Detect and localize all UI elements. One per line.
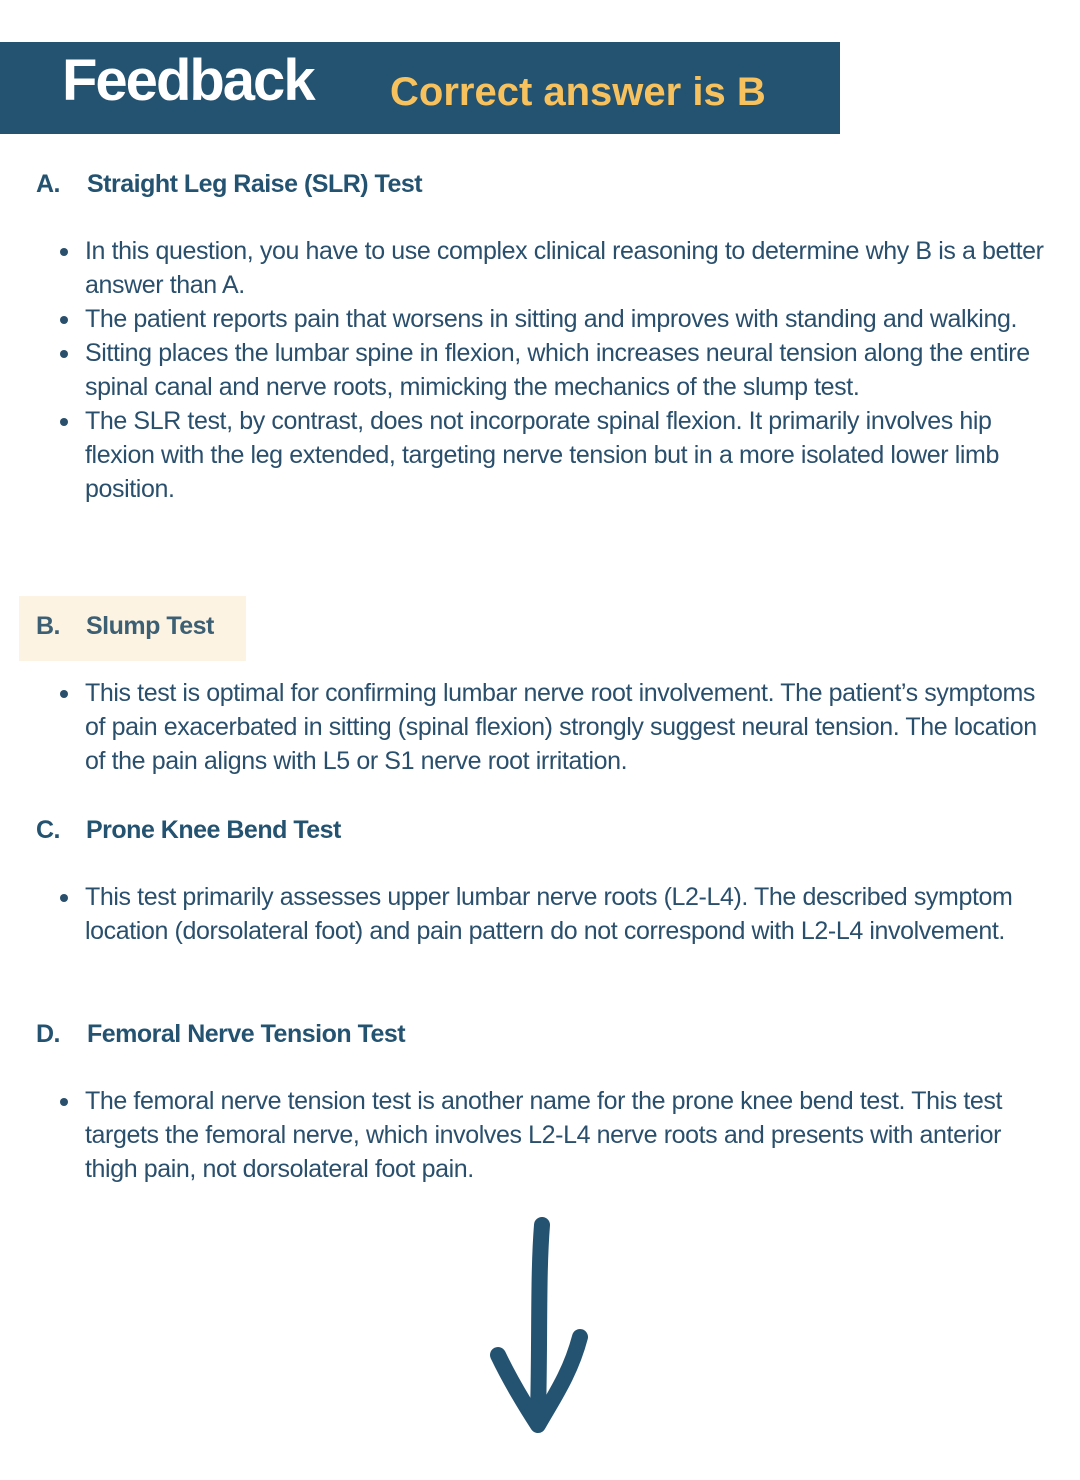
option-d-bullets xyxy=(85,1084,1045,1186)
option-c-bullets xyxy=(85,880,1045,948)
option-a-bullets xyxy=(85,234,1045,506)
list-item: The SLR test, by contrast, does not incorporate spinal flexion. It primarily involves hip flexion with the leg extended, targeting nerve tension but in a more isolated lower limb position. xyxy=(85,404,1045,506)
bullet-icon xyxy=(60,418,68,426)
option-letter: C. xyxy=(36,816,60,844)
list-item: Sitting places the lumbar spine in flexion, which increases neural tension along the entire spinal canal and nerve roots, mimicking the mechanics of the slump test. xyxy=(85,336,1045,404)
list-item: In this question, you have to use complex clinical reasoning to determine why B is a better answer than A. xyxy=(85,234,1045,302)
list-item: The patient reports pain that worsens in sitting and improves with standing and walking. xyxy=(85,302,1045,336)
list-item: This test primarily assesses upper lumbar nerve roots (L2-L4). The described symptom location (dorsolateral foot) and pain pattern do not correspond with L2-L4 involvement. xyxy=(85,880,1045,948)
bullet-icon xyxy=(60,894,68,902)
page-title: Feedback xyxy=(62,48,314,113)
list-item: The femoral nerve tension test is another name for the prone knee bend test. This test targets the femoral nerve, which involves L2-L4 nerve roots and presents with anterior thigh pain, not dorsolateral foot pain. xyxy=(85,1084,1045,1186)
bullet-icon xyxy=(60,316,68,324)
bullet-icon xyxy=(60,350,68,358)
correct-answer-label: Correct answer is B xyxy=(390,70,766,114)
option-letter: D. xyxy=(36,1020,60,1048)
option-name: Femoral Nerve Tension Test xyxy=(87,1020,406,1048)
option-name: Slump Test xyxy=(86,612,214,640)
option-b-bullets xyxy=(85,676,1045,778)
bullet-icon xyxy=(60,1098,68,1106)
option-letter: B. xyxy=(36,612,60,640)
bullet-icon xyxy=(60,248,68,256)
option-letter: A. xyxy=(36,170,60,198)
option-name: Prone Knee Bend Test xyxy=(86,816,341,844)
list-item: This test is optimal for confirming lumbar nerve root involvement. The patient’s symptoms of pain exacerbated in sitting (spinal flexion) strongly suggest neural tension. The location of the pain aligns with L5 or S1 nerve root irritation. xyxy=(85,676,1045,778)
option-name: Straight Leg Raise (SLR) Test xyxy=(87,170,423,198)
bullet-icon xyxy=(60,690,68,698)
arrow-down-icon xyxy=(480,1215,600,1445)
